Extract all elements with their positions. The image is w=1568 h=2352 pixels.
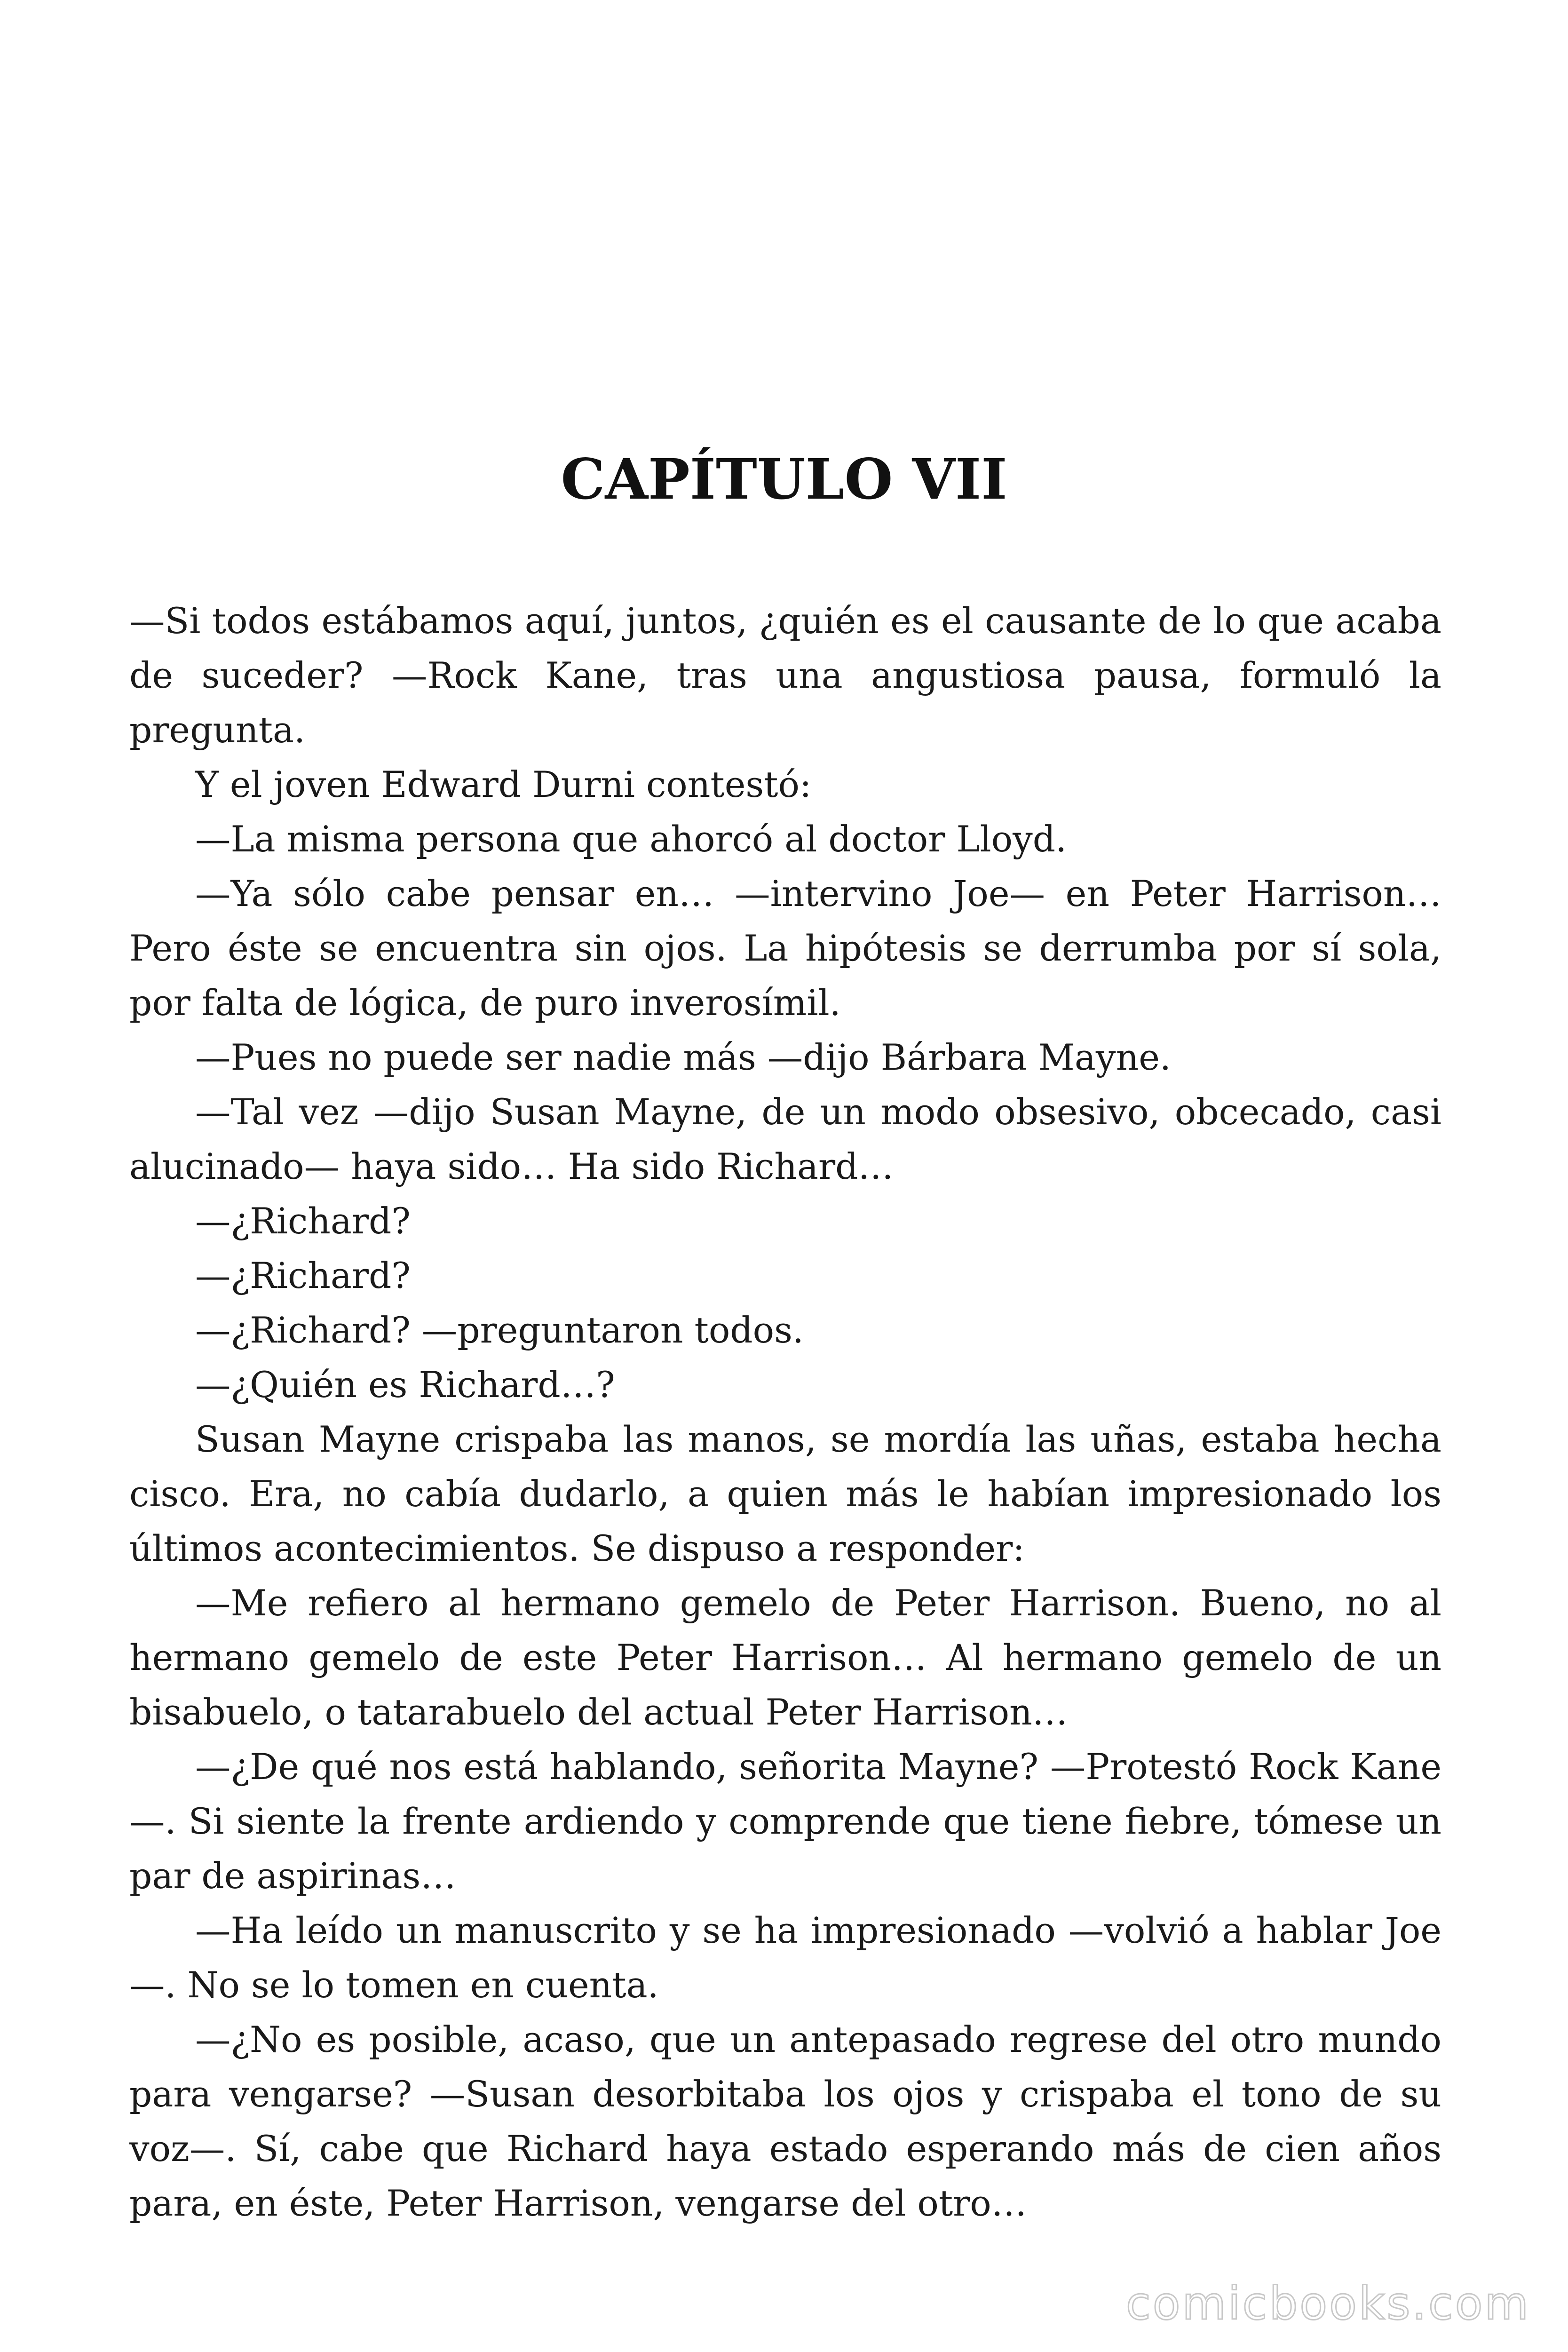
chapter-title: CAPÍTULO VII: [561, 446, 1007, 512]
paragraph: —¿No es posible, acaso, que un antepasado regrese del otro mundo para vengarse? —Susan desorbitaba los ojos y crispaba el tono de su voz—. Sí, cabe que Richard haya estado esperando más de cien años para, en éste, Peter Harrison, vengarse del otro…: [129, 2019, 1441, 2224]
paragraph: Y el joven Edward Durni contestó:: [195, 764, 812, 805]
paragraph: —¿Richard?: [195, 1255, 411, 1296]
paragraph: —La misma persona que ahorcó al doctor Lloyd.: [195, 818, 1067, 860]
paragraph: —Pues no puede ser nadie más —dijo Bárbara Mayne.: [195, 1037, 1171, 1078]
paragraph: —¿Richard?: [195, 1200, 411, 1242]
paragraph: Susan Mayne crispaba las manos, se mordía las uñas, estaba hecha cisco. Era, no cabía dudarlo, a quien más le habían impresionado los últimos acontecimientos. Se dispuso a responder:: [129, 1419, 1441, 1569]
paragraph: —Ya sólo cabe pensar en… —intervino Joe— en Peter Harrison… Pero éste se encuentra sin ojos. La hipótesis se derrumba por sí sola, por falta de lógica, de puro inverosímil.: [129, 873, 1441, 1024]
paragraph: —¿Richard? —preguntaron todos.: [195, 1310, 804, 1351]
watermark: comicbooks.com: [1125, 2277, 1530, 2330]
paragraph: —¿Quién es Richard…?: [195, 1364, 615, 1406]
paragraph: —Tal vez —dijo Susan Mayne, de un modo obsesivo, obcecado, casi alucinado— haya sido… Ha sido Richard…: [129, 1091, 1441, 1187]
paragraph: —Si todos estábamos aquí, juntos, ¿quién es el causante de lo que acaba de suceder? —Rock Kane, tras una angustiosa pausa, formuló la pregunta.: [129, 600, 1441, 751]
paragraph: —Me refiero al hermano gemelo de Peter Harrison. Bueno, no al hermano gemelo de este Peter Harrison… Al hermano gemelo de un bisabuelo, o tatarabuelo del actual Peter Harrison…: [129, 1582, 1441, 1733]
paragraph: —¿De qué nos está hablando, señorita Mayne? —Protestó Rock Kane—. Si siente la frente ardiendo y comprende que tiene fiebre, tómese un par de aspirinas…: [129, 1746, 1441, 1897]
chapter-body: [129, 594, 1441, 2231]
paragraph: —Ha leído un manuscrito y se ha impresionado —volvió a hablar Joe—. No se lo tomen en cuenta.: [129, 1910, 1441, 2006]
